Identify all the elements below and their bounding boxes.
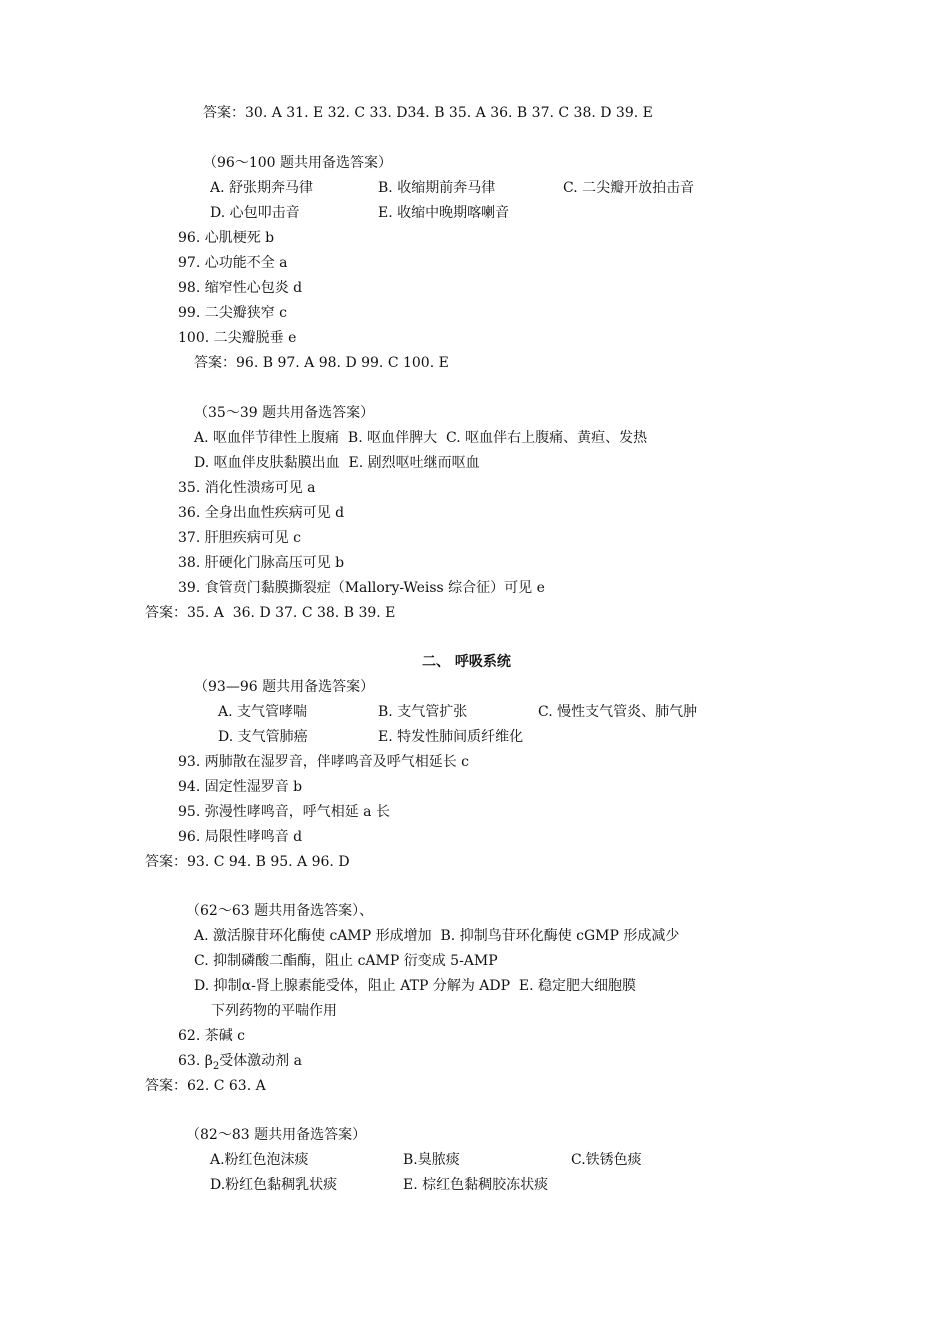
question-39: 39. 食管贲门黏膜撕裂症（Mallory-Weiss 综合征）可见 e (178, 580, 545, 596)
question-99: 99. 二尖瓣狭窄 c (178, 305, 288, 321)
question-63-prefix: 63. β (178, 1053, 213, 1069)
option-e: E. 收缩中晚期喀喇音 (378, 205, 510, 221)
option-d: D. 心包叩击音 (210, 205, 300, 221)
option-b: B. 收缩期前奔马律 (378, 180, 496, 196)
answer-line-93-96: 答案：93. C 94. B 95. A 96. D (145, 854, 350, 870)
options-ab: A. 激活腺苷环化酶使 cAMP 形成增加 B. 抑制鸟苷环化酶使 cGMP 形成减少 (194, 928, 680, 944)
option-b: B. 支气管扩张 (378, 704, 468, 720)
option-a: A.粉红色泡沫痰 (210, 1152, 309, 1168)
group-heading-82-83: （82～83 题共用备选答案） (186, 1127, 367, 1143)
option-e: E. 棕红色黏稠胶冻状痰 (403, 1177, 549, 1193)
option-c: C. 二尖瓣开放拍击音 (563, 180, 695, 196)
question-62: 62. 茶碱 c (178, 1028, 246, 1044)
option-d: D.粉红色黏稠乳状痰 (210, 1177, 338, 1193)
answer-line-30-39: 答案：30. A 31. E 32. C 33. D34. B 35. A 36. B 37. C 38. D 39. E (203, 105, 653, 121)
question-97: 97. 心功能不全 a (178, 255, 288, 271)
answer-line-35-39: 答案：35. A 36. D 37. C 38. B 39. E (145, 605, 396, 621)
question-36: 36. 全身出血性疾病可见 d (178, 505, 345, 521)
question-94: 94. 固定性湿罗音 b (178, 779, 303, 795)
options-de: D. 抑制α-肾上腺素能受体，阻止 ATP 分解为 ADP E. 稳定肥大细胞膜 (194, 978, 637, 994)
subscript-2: 2 (212, 1061, 220, 1072)
option-a: A. 舒张期奔马律 (210, 180, 314, 196)
question-93: 93. 两肺散在湿罗音，伴哮鸣音及呼气相延长 c (178, 754, 470, 770)
options-abc: A. 呕血伴节律性上腹痛 B. 呕血伴脾大 C. 呕血伴右上腹痛、黄疸、发热 (194, 430, 648, 446)
question-96-resp: 96. 局限性哮鸣音 d (178, 829, 303, 845)
options-de: D. 呕血伴皮肤黏膜出血 E. 剧烈呕吐继而呕血 (194, 455, 480, 471)
option-d: D. 支气管肺癌 (218, 729, 308, 745)
option-c: C. 抑制磷酸二酯酶，阻止 cAMP 衍变成 5-AMP (194, 953, 498, 969)
question-63 (178, 1051, 302, 1071)
option-a: A. 支气管哮喘 (218, 704, 308, 720)
question-96: 96. 心肌梗死 b (178, 230, 275, 246)
option-b: B.臭脓痰 (403, 1152, 460, 1168)
question-35: 35. 消化性溃疡可见 a (178, 480, 316, 496)
option-e: E. 特发性肺间质纤维化 (378, 729, 524, 745)
option-c: C.铁锈色痰 (571, 1152, 642, 1168)
group-heading-35-39: （35～39 题共用备选答案） (194, 405, 375, 421)
question-38: 38. 肝硬化门脉高压可见 b (178, 555, 345, 571)
stem-text: 下列药物的平喘作用 (211, 1003, 337, 1019)
group-heading-93-96: （93—96 题共用备选答案） (194, 679, 375, 695)
answer-line-62-63: 答案：62. C 63. A (145, 1078, 266, 1094)
question-98: 98. 缩窄性心包炎 d (178, 280, 303, 296)
group-heading-96-100: （96～100 题共用备选答案） (203, 155, 392, 171)
question-95: 95. 弥漫性哮鸣音，呼气相延 a 长 (178, 804, 390, 820)
question-37: 37. 肝胆疾病可见 c (178, 530, 302, 546)
question-100: 100. 二尖瓣脱垂 e (178, 330, 297, 346)
answer-line-96-100: 答案：96. B 97. A 98. D 99. C 100. E (194, 355, 449, 371)
section-heading-respiratory: 二、 呼吸系统 (422, 654, 511, 670)
group-heading-62-63: （62～63 题共用备选答案）、 (186, 903, 374, 919)
question-63-suffix: 受体激动剂 a (219, 1053, 302, 1069)
option-c: C. 慢性支气管炎、肺气肿 (538, 704, 698, 720)
